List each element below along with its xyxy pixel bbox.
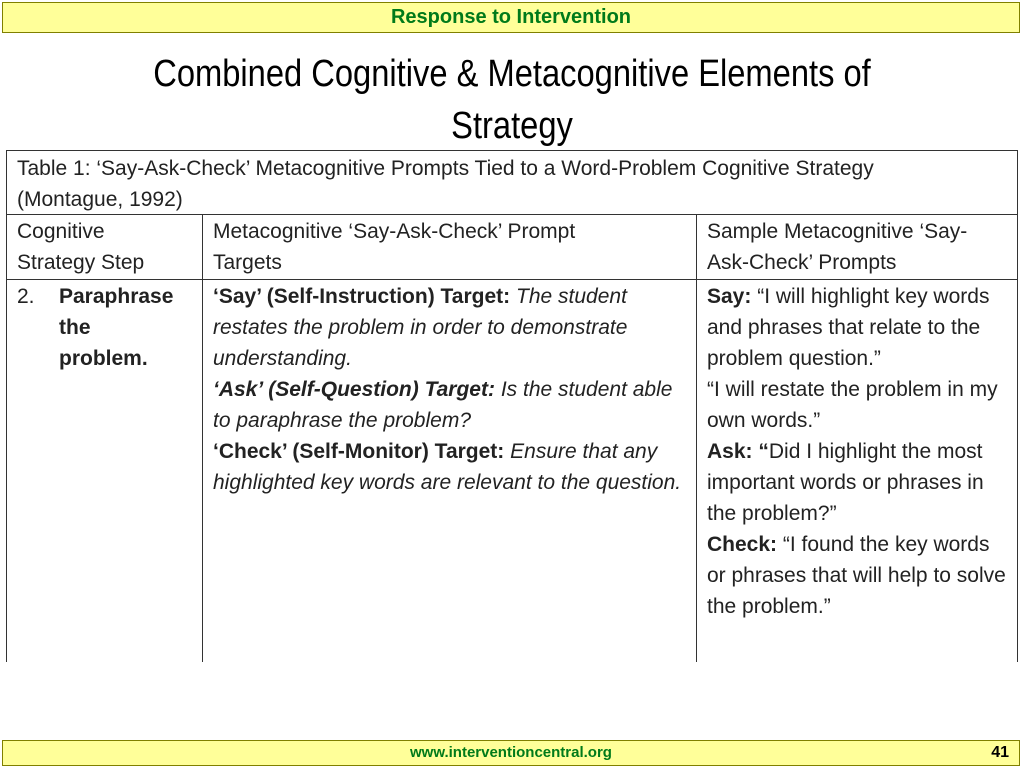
table-caption — [7, 151, 1017, 215]
slide-title-line1: Combined Cognitive & Metacognitive Elements of — [153, 53, 871, 95]
ask-target-label: ‘Ask’ (Self-Question) Target: — [213, 378, 495, 401]
say-prompt — [707, 281, 1007, 374]
header-banner-text: Response to Intervention — [390, 6, 632, 28]
ask-prompt-label: Ask: “ — [707, 440, 769, 463]
step-line1: Paraphrase — [59, 285, 174, 308]
table-header-row — [7, 215, 1017, 280]
check-target-text: Ensure that any highlighted key words are relevant to the question. — [213, 440, 682, 494]
table-caption-line1: Table 1: ‘Say-Ask-Check’ Metacognitive Prompts Tied to a Word-Problem Cognitive Strategy — [17, 157, 874, 180]
slide-title-line2: Strategy — [451, 105, 573, 147]
header-prompt-targets — [203, 215, 697, 279]
step-line3: problem. — [59, 347, 148, 370]
header-col1-line2: Strategy Step — [17, 251, 145, 274]
header-sample-prompts — [697, 215, 1017, 279]
header-col3-line1: Sample Metacognitive ‘Say- — [707, 220, 968, 243]
header-banner — [2, 2, 1020, 33]
say-prompt-text2: “I will restate the problem in my own words.” — [707, 378, 998, 432]
footer-banner — [2, 740, 1020, 766]
header-col3-line2: Ask-Check’ Prompts — [707, 251, 897, 274]
page-number: 41 — [991, 744, 1009, 761]
check-prompt-label: Check: — [707, 533, 778, 556]
say-target-text: The student restates the problem in order to demonstrate understanding. — [213, 285, 628, 370]
check-target — [213, 436, 686, 498]
check-prompt — [707, 529, 1007, 622]
say-prompt-label: Say: — [707, 285, 752, 308]
header-col2-line2: Targets — [213, 251, 282, 274]
cell-cognitive-step — [7, 280, 203, 662]
check-prompt-text: “I found the key words or phrases that will help to solve the problem.” — [707, 533, 1006, 618]
footer-url-link[interactable]: www.interventioncentral.org — [410, 744, 612, 761]
cell-prompt-targets — [203, 280, 697, 662]
strategy-table — [6, 150, 1018, 662]
table-caption-line2: (Montague, 1992) — [17, 188, 183, 211]
slide-title — [123, 48, 900, 152]
cell-sample-prompts — [697, 280, 1017, 662]
ask-target-text: Is the student able to paraphrase the problem? — [213, 378, 673, 432]
say-target-label: ‘Say’ (Self-Instruction) Target: — [213, 285, 511, 308]
step-number: 2. — [17, 285, 35, 308]
header-col1-line1: Cognitive — [17, 220, 105, 243]
table-row — [7, 280, 1017, 662]
ask-target — [213, 374, 686, 436]
say-target — [213, 281, 686, 374]
step-text — [59, 281, 199, 374]
header-cognitive-step — [7, 215, 203, 279]
ask-prompt-text: Did I highlight the most important words or phrases in the problem?” — [707, 440, 984, 525]
ask-prompt — [707, 436, 1007, 529]
step-line2: the — [59, 316, 91, 339]
header-col2-line1: Metacognitive ‘Say-Ask-Check’ Prompt — [213, 220, 576, 243]
say-prompt-text1: “I will highlight key words and phrases that relate to the problem question.” — [707, 285, 990, 370]
check-target-label: ‘Check’ (Self-Monitor) Target: — [213, 440, 505, 463]
